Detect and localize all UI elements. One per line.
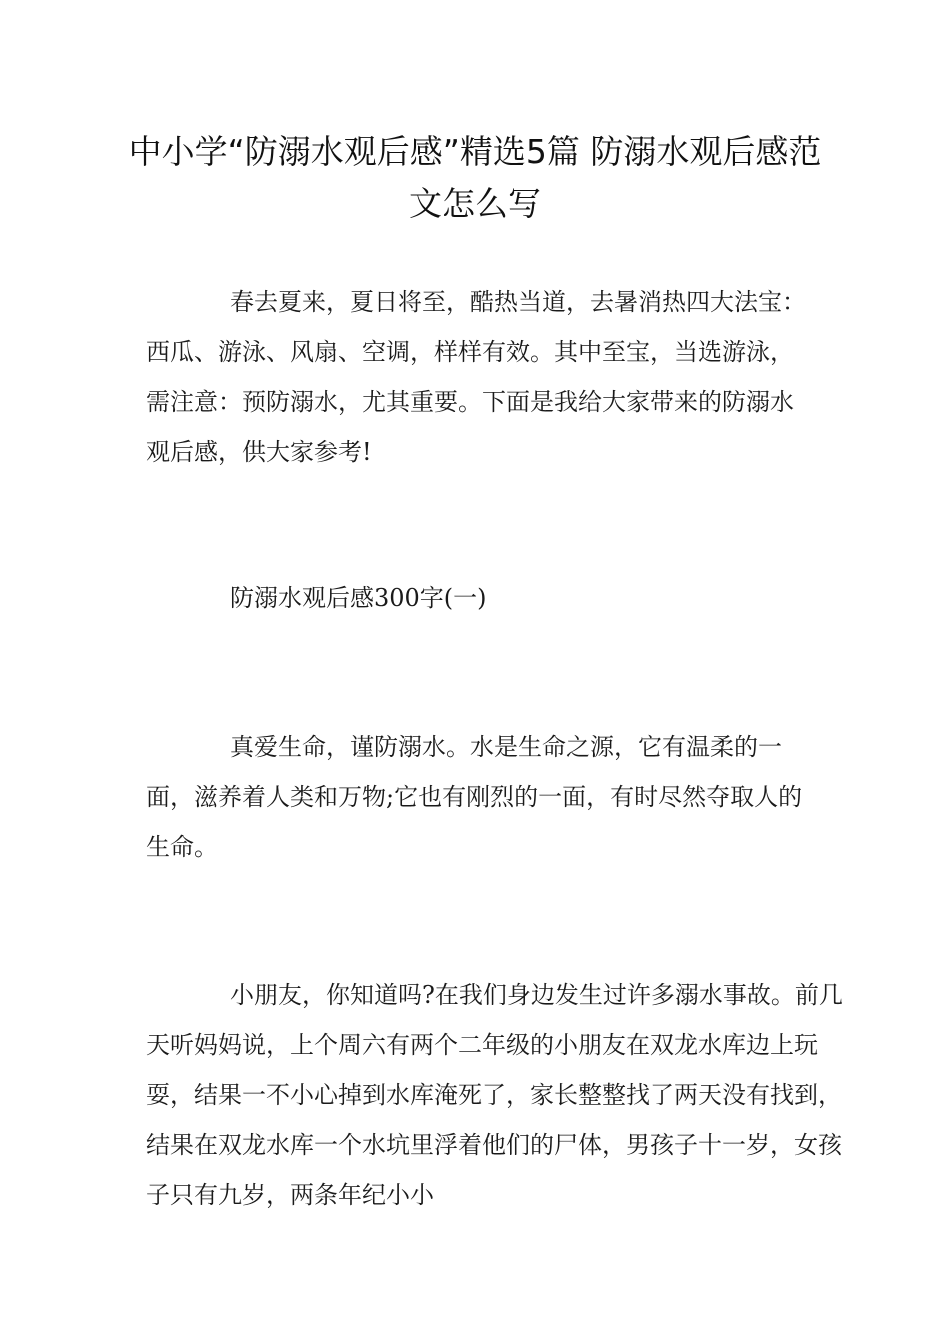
section-heading: 防溺水观后感300字(一) xyxy=(230,584,487,612)
body-paragraph-2: 小朋友，你知道吗?在我们身边发生过许多溺水事故。前几天听妈妈说，上个周六有两个二年级的小朋友在双龙水库边上玩耍，结果一不小心掉到水库淹死了，家长整整找了两天没有找到，结果在双龙水库一个水坑里浮着他们的尸体，男孩子十一岁，女孩子只有九岁，两条年纪小小 xyxy=(146,981,843,1209)
body-paragraph-1: 真爱生命，谨防溺水。水是生命之源，它有温柔的一面，滋养着人类和万物;它也有刚烈的一面，有时尽然夺取人的生命。 xyxy=(146,733,803,861)
intro-paragraph: 春去夏来，夏日将至，酷热当道，去暑消热四大法宝：西瓜、游泳、风扇、空调，样样有效。其中至宝，当选游泳，需注意：预防溺水，尤其重要。下面是我给大家带来的防溺水观后感，供大家参考! xyxy=(146,288,806,466)
document-title: 中小学“防溺水观后感”精选5篇 防溺水观后感范文怎么写 xyxy=(128,132,822,223)
